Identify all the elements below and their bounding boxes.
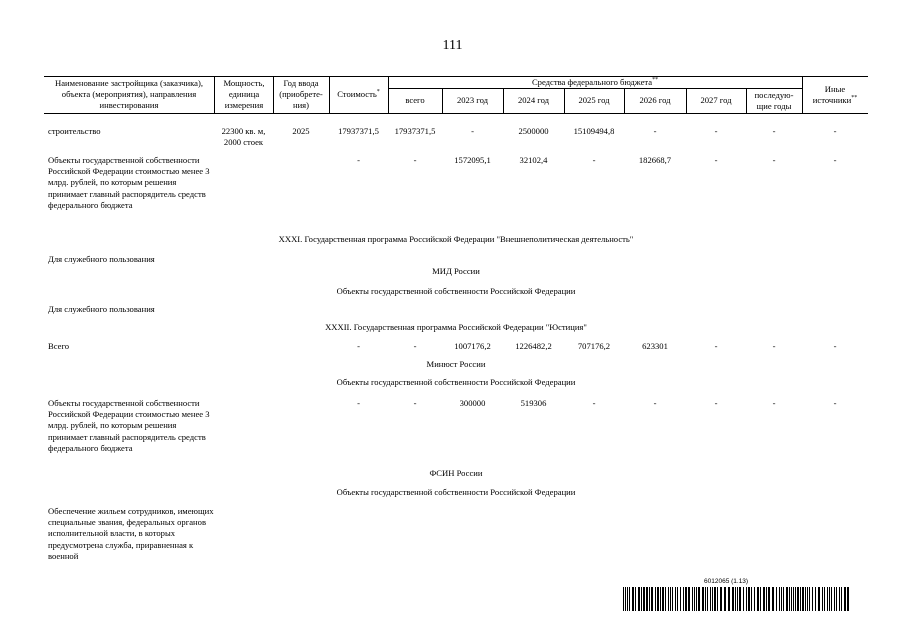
ministry-heading-minjust: Минюст России — [426, 359, 486, 369]
barcode-bar — [705, 587, 706, 611]
row-housing-name: Обеспечение жильем сотрудников, имеющих специальные звания, федеральных органов исполнительной власти, в которых предусмотрена служба, приравненная к военной — [48, 506, 214, 561]
barcode-bar — [831, 587, 832, 611]
barcode-bar — [710, 587, 711, 611]
barcode-bar — [802, 587, 804, 611]
barcode-bar — [641, 587, 642, 611]
barcode-bar — [720, 587, 722, 611]
row-total-2026: 623301 — [642, 341, 668, 351]
row-total-2025: 707176,2 — [577, 341, 611, 351]
barcode-bar — [776, 587, 777, 611]
barcode-bar — [735, 587, 736, 611]
program-32-heading: XXXII. Государственная программа Российской Федерации "Юстиция" — [325, 322, 587, 332]
row-total-other: - — [833, 341, 837, 351]
barcode-bar — [646, 587, 648, 611]
barcode-bar — [632, 587, 634, 611]
gov-objects-heading: Объекты государственной собственности Российской Федерации — [336, 377, 576, 387]
barcode-bar — [824, 587, 825, 611]
barcode-bar — [746, 587, 747, 611]
gov-objects-heading: Объекты государственной собственности Российской Федерации — [336, 487, 576, 497]
header-total: всего — [405, 95, 425, 105]
row-objects-2-other: - — [833, 398, 837, 408]
row-construction-capacity: 22300 кв. м, 2000 стоек — [221, 126, 266, 148]
barcode-bar — [760, 587, 761, 611]
header-cost: Стоимость* — [337, 89, 380, 99]
barcode-bar — [677, 587, 678, 611]
row-construction-year: 2025 — [292, 126, 310, 136]
row-objects-name: Объекты государственной собственности Российской Федерации стоимостью менее 3 млрд. рублей, по которым решения принимает главный распорядитель средств федерального бюджета — [48, 155, 210, 210]
barcode-bar — [629, 587, 630, 611]
row-construction-name: строительство — [48, 126, 101, 136]
ministry-heading-fsin: ФСИН России — [429, 468, 483, 478]
barcode-bar — [743, 587, 744, 611]
header-federal-budget: Средства федерального бюджета** — [531, 77, 659, 87]
barcode-bar — [702, 587, 704, 611]
row-objects-2-total: - — [413, 398, 417, 408]
header-bottom-line — [44, 113, 868, 114]
barcode-bar — [662, 587, 664, 611]
row-objects-total: - — [413, 155, 417, 165]
page-number: 111 — [442, 38, 463, 53]
barcode-bar — [651, 587, 653, 611]
row-total-2023: 1007176,2 — [454, 341, 491, 351]
barcode-bar — [766, 587, 767, 611]
barcode-bar — [668, 587, 669, 611]
program-31-heading: XXXI. Государственная программа Российской Федерации "Внешнеполитическая деятельность" — [278, 234, 634, 244]
row-construction-later: - — [772, 126, 776, 136]
row-construction-other: - — [833, 126, 837, 136]
barcode-bar — [781, 587, 782, 611]
header-name: Наименование застройщика (заказчика), объекта (мероприятия), направления инвестирования — [55, 78, 203, 111]
barcode-bar — [836, 587, 837, 611]
header-other-sources: Иные источники** — [812, 84, 858, 106]
barcode-bar — [812, 587, 813, 611]
barcode-bar — [847, 587, 849, 611]
row-construction-2025: 15109494,8 — [573, 126, 615, 136]
barcode-bar — [737, 587, 738, 611]
barcode-bar — [748, 587, 750, 611]
row-total-name: Всего — [48, 341, 70, 351]
barcode-bar — [800, 587, 801, 611]
barcode-bar — [692, 587, 693, 611]
barcode-bar — [844, 587, 846, 611]
barcode-bar — [638, 587, 640, 611]
barcode-bar — [791, 587, 792, 611]
row-construction-2027: - — [714, 126, 718, 136]
row-objects-2-later: - — [772, 398, 776, 408]
barcode-bar — [683, 587, 684, 611]
barcode-bar — [818, 587, 820, 611]
barcode-bar — [712, 587, 713, 611]
barcode-bar — [657, 587, 659, 611]
barcode-bar — [665, 587, 666, 611]
barcode-bar — [829, 587, 830, 611]
row-objects-other: - — [833, 155, 837, 165]
barcode-bar — [751, 587, 752, 611]
barcode-bar — [685, 587, 687, 611]
barcode-bar — [793, 587, 794, 611]
row-total-2024: 1226482,2 — [515, 341, 552, 351]
official-use-note: Для служебного пользования — [48, 304, 155, 314]
header-later-years: последую-щие годы — [754, 90, 794, 112]
barcode — [623, 587, 851, 611]
barcode-bar — [739, 587, 741, 611]
barcode-bar — [795, 587, 796, 611]
barcode-bar — [839, 587, 840, 611]
official-use-note: Для служебного пользования — [48, 254, 155, 264]
row-objects-later: - — [772, 155, 776, 165]
barcode-bar — [815, 587, 816, 611]
barcode-bar — [754, 587, 755, 611]
row-objects-2024: 32102,4 — [519, 155, 548, 165]
barcode-bar — [717, 587, 718, 611]
row-total-2027: - — [714, 341, 718, 351]
barcode-bar — [627, 587, 628, 611]
barcode-bar — [807, 587, 808, 611]
barcode-bar — [655, 587, 656, 611]
row-construction-2026: - — [653, 126, 657, 136]
barcode-bar — [809, 587, 810, 611]
row-construction-cost: 17937371,5 — [338, 126, 379, 136]
barcode-bar — [698, 587, 700, 611]
barcode-bar — [768, 587, 770, 611]
header-year: Год ввода (приобрете-ния) — [279, 78, 323, 111]
barcode-bar — [783, 587, 784, 611]
header-2027: 2027 год — [700, 95, 732, 105]
row-objects-2-2026: - — [653, 398, 657, 408]
row-construction-2024: 2500000 — [518, 126, 549, 136]
barcode-bar — [822, 587, 823, 611]
barcode-bar — [834, 587, 835, 611]
barcode-bar — [763, 587, 765, 611]
barcode-bar — [649, 587, 650, 611]
gov-objects-heading: Объекты государственной собственности Российской Федерации — [336, 286, 576, 296]
header-2024: 2024 год — [517, 95, 550, 105]
row-objects-2-2024: 519306 — [520, 398, 547, 408]
barcode-bar — [728, 587, 730, 611]
barcode-bar — [827, 587, 828, 611]
barcode-bar — [789, 587, 790, 611]
barcode-bar — [672, 587, 673, 611]
row-objects-2-2025: - — [592, 398, 596, 408]
row-total-later: - — [772, 341, 776, 351]
header-capacity: Мощность, единица измерения — [223, 78, 265, 111]
barcode-bar — [772, 587, 774, 611]
row-total-total: - — [413, 341, 417, 351]
ministry-heading-mid: МИД России — [432, 266, 480, 276]
barcode-bar — [714, 587, 716, 611]
header-2023: 2023 год — [456, 95, 489, 105]
barcode-bar — [694, 587, 695, 611]
header-2026: 2026 год — [639, 95, 671, 105]
barcode-bar — [660, 587, 661, 611]
barcode-bar — [625, 587, 626, 611]
barcode-bar — [732, 587, 734, 611]
row-objects-2025: - — [592, 155, 596, 165]
barcode-bar — [707, 587, 708, 611]
barcode-bar — [623, 587, 624, 611]
barcode-bar — [779, 587, 780, 611]
row-objects-2-cost: - — [357, 398, 360, 408]
barcode-bar — [635, 587, 636, 611]
barcode-bar — [786, 587, 788, 611]
barcode-bar — [841, 587, 842, 611]
barcode-code: 6012065 (1.13) — [704, 578, 749, 585]
row-objects-2026: 182668,7 — [638, 155, 672, 165]
row-objects-cost: - — [357, 155, 360, 165]
row-objects-2-2027: - — [714, 398, 718, 408]
row-construction-2023: - — [471, 126, 474, 136]
barcode-bar — [643, 587, 645, 611]
barcode-bar — [724, 587, 726, 611]
barcode-bar — [680, 587, 681, 611]
row-construction-total: 17937371,5 — [394, 126, 436, 136]
barcode-bar — [670, 587, 671, 611]
barcode-bar — [805, 587, 806, 611]
header-2025: 2025 год — [578, 95, 610, 105]
row-objects-2023: 1572095,1 — [454, 155, 491, 165]
barcode-bar — [757, 587, 759, 611]
header-divider — [746, 88, 747, 113]
barcode-bar — [675, 587, 676, 611]
barcode-bar — [696, 587, 697, 611]
barcode-bar — [688, 587, 690, 611]
row-objects-2027: - — [714, 155, 718, 165]
row-total-cost: - — [357, 341, 360, 351]
barcode-bar — [797, 587, 799, 611]
row-objects-2-2023: 300000 — [459, 398, 486, 408]
row-objects-2-name: Объекты государственной собственности Российской Федерации стоимостью менее 3 млрд. рублей, по которым решения принимает главный распорядитель средств федерального бюджета — [48, 398, 210, 453]
